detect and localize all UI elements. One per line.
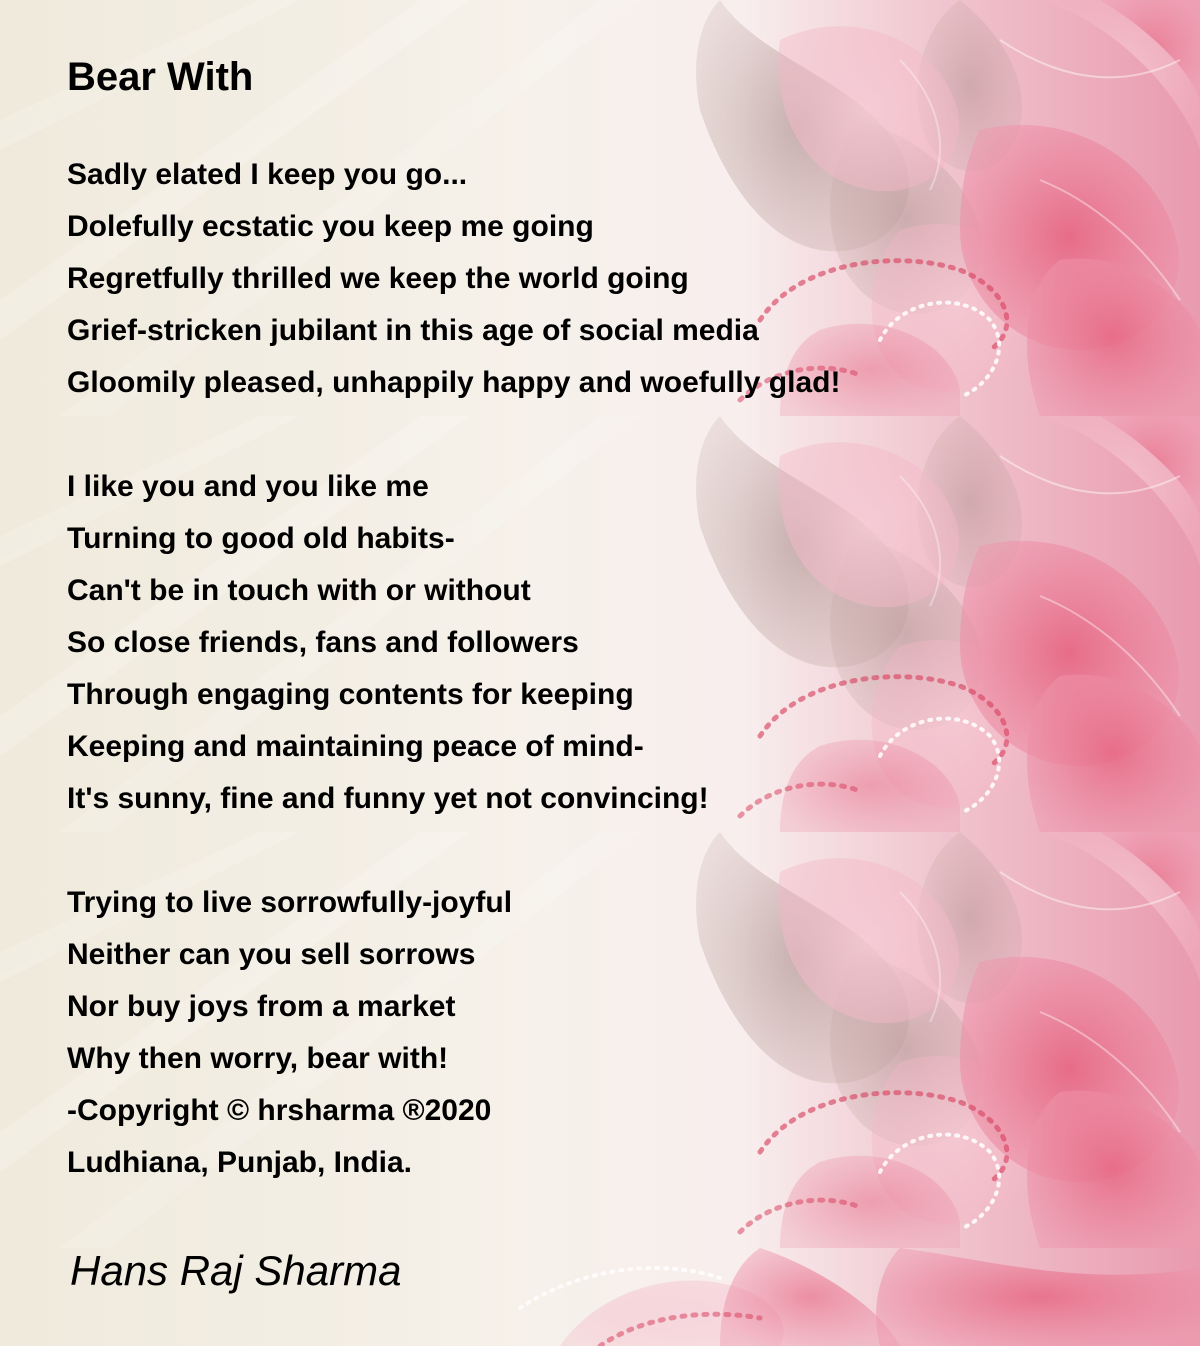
poem-line: Gloomily pleased, unhappily happy and woefully glad! <box>67 366 841 399</box>
copyright-line: -Copyright © hrsharma ®2020 <box>67 1094 492 1127</box>
poem-line: Trying to live sorrowfully-joyful <box>67 886 513 919</box>
poem-line: Why then worry, bear with! <box>67 1042 449 1075</box>
poem-line: Can't be in touch with or without <box>67 574 531 607</box>
location-line: Ludhiana, Punjab, India. <box>67 1146 413 1179</box>
poem-line: So close friends, fans and followers <box>67 626 579 659</box>
poem-line: Sadly elated I keep you go... <box>67 158 468 191</box>
poem-line: Nor buy joys from a market <box>67 990 456 1023</box>
stanza-2 <box>67 461 709 825</box>
poem-line: Turning to good old habits- <box>67 522 455 555</box>
poem-line: Neither can you sell sorrows <box>67 938 476 971</box>
poem-line: Regretfully thrilled we keep the world going <box>67 262 689 295</box>
poem-line: It's sunny, fine and funny yet not convincing! <box>67 782 709 815</box>
poem-line: Through engaging contents for keeping <box>67 678 634 711</box>
poem-line: I like you and you like me <box>67 470 429 503</box>
poem-line: Dolefully ecstatic you keep me going <box>67 210 594 243</box>
poem-line: Keeping and maintaining peace of mind- <box>67 730 644 763</box>
stanza-1 <box>67 149 840 409</box>
poem-title: Bear With <box>67 55 254 99</box>
stanza-3 <box>67 877 512 1189</box>
poem-line: Grief-stricken jubilant in this age of social media <box>67 314 759 347</box>
poem-author: Hans Raj Sharma <box>70 1247 402 1294</box>
